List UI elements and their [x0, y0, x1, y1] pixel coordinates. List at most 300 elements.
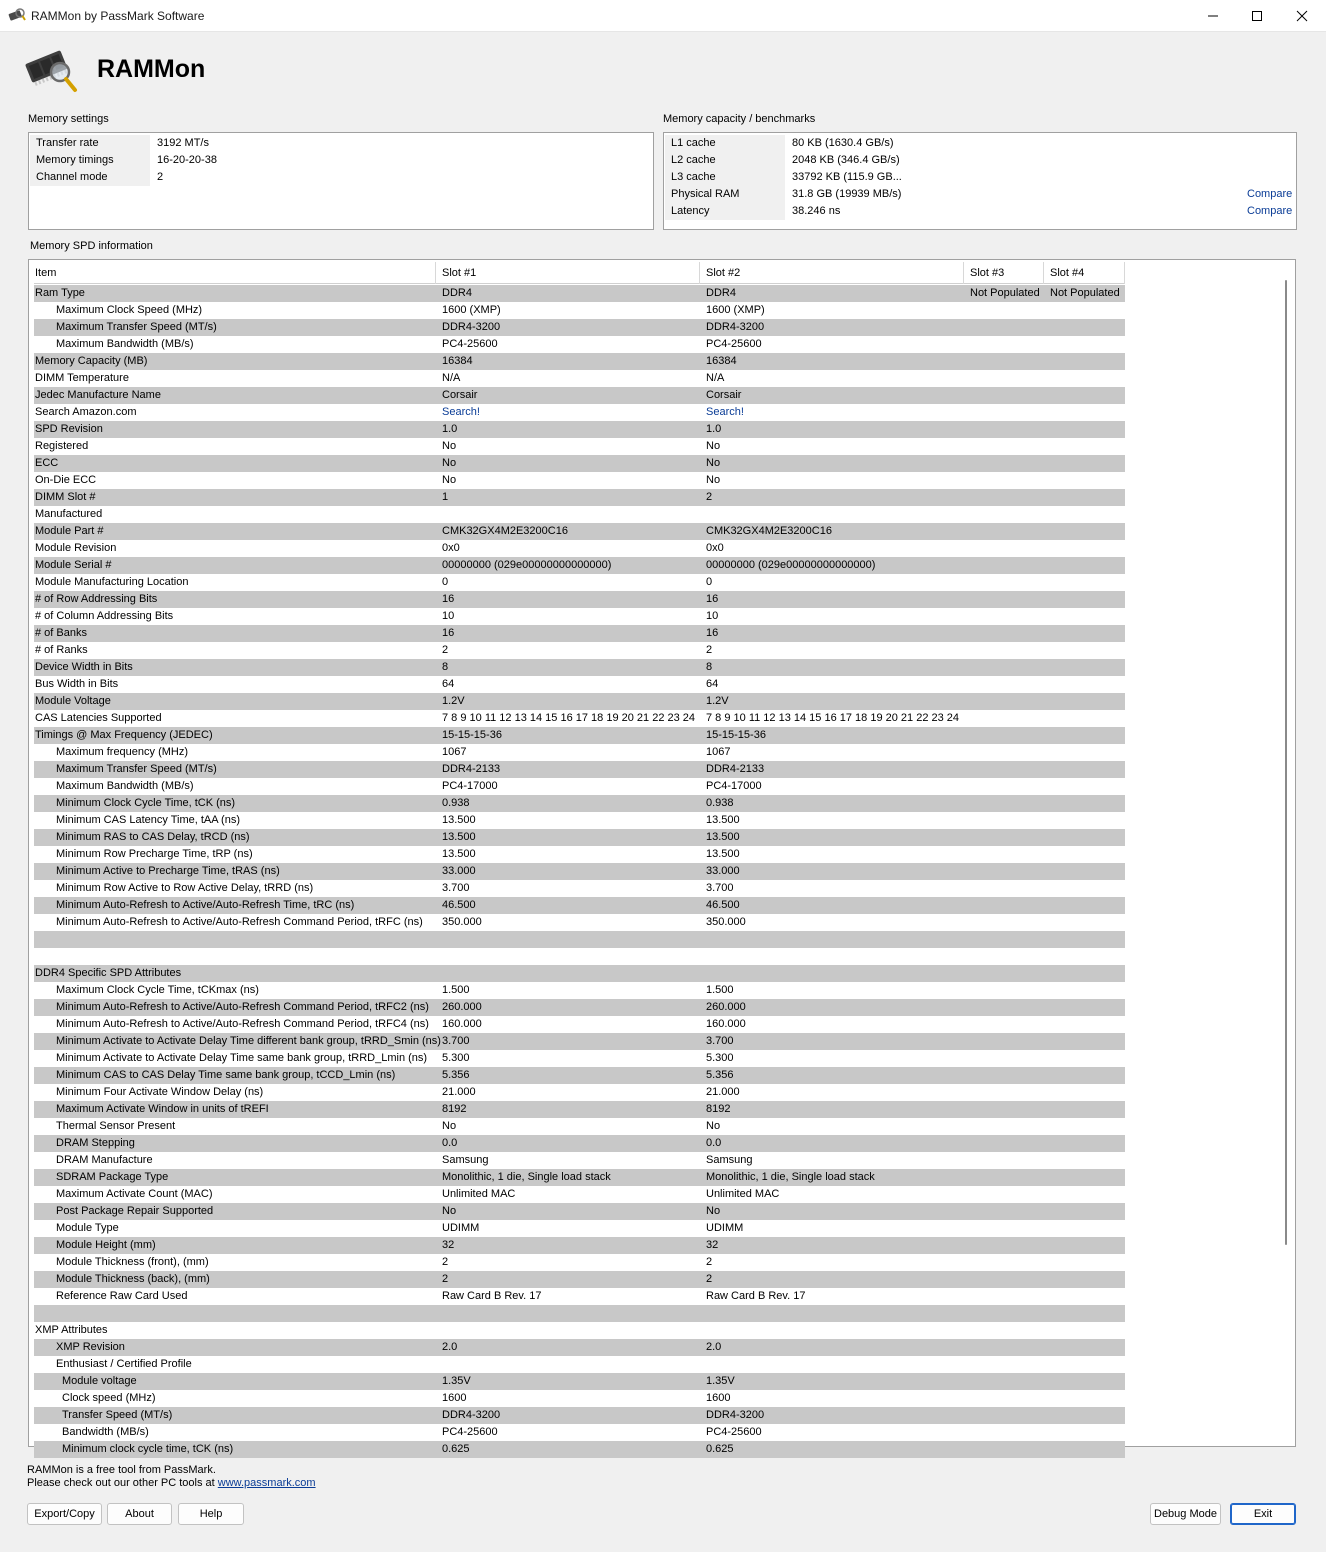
slot1-value: 5.300	[442, 1052, 470, 1064]
row-item-label: Minimum Auto-Refresh to Active/Auto-Refresh Time, tRC (ns)	[56, 899, 355, 911]
row-item-label: Search Amazon.com	[35, 406, 137, 418]
table-row[interactable]	[34, 319, 1125, 336]
slot1-value: 1.500	[442, 984, 470, 996]
slot2-value: 0x0	[706, 542, 724, 554]
compare-latency-link[interactable]: Compare	[1247, 205, 1293, 217]
table-row[interactable]	[34, 812, 1125, 829]
table-row[interactable]	[34, 1033, 1125, 1050]
row-item-label: Enthusiast / Certified Profile	[56, 1358, 192, 1370]
table-row[interactable]	[34, 1067, 1125, 1084]
slot1-value: No	[442, 440, 457, 452]
table-row[interactable]	[34, 1441, 1125, 1458]
app-name: RAMMon	[97, 55, 206, 83]
column-header-item[interactable]: Item	[34, 262, 436, 284]
slot1-value: 1600 (XMP)	[442, 304, 501, 316]
slot1-value: 13.500	[442, 848, 476, 860]
row-item-label: Memory Capacity (MB)	[35, 355, 148, 367]
slot2-value: CMK32GX4M2E3200C16	[706, 525, 832, 537]
setting-value: 3192 MT/s	[157, 137, 209, 149]
slot2-value: DDR4-2133	[706, 763, 765, 775]
slot1-value: 46.500	[442, 899, 476, 911]
slot1-value: 2	[442, 1256, 449, 1268]
table-row[interactable]	[34, 1152, 1125, 1169]
table-row[interactable]	[34, 591, 1125, 608]
slot1-value: 1.35V	[442, 1375, 471, 1387]
table-row[interactable]	[34, 353, 1125, 370]
row-item-label: Timings @ Max Frequency (JEDEC)	[35, 729, 213, 741]
row-item-label: # of Banks	[35, 627, 87, 639]
row-item-label: Registered	[35, 440, 89, 452]
slot1-value: 8	[442, 661, 449, 673]
row-item-label: CAS Latencies Supported	[35, 712, 162, 724]
row-item-label: Ram Type	[35, 287, 85, 299]
slot1-value: Samsung	[442, 1154, 489, 1166]
slot2-value: 5.300	[706, 1052, 734, 1064]
slot2-value: 2	[706, 1256, 713, 1268]
table-row[interactable]	[34, 1186, 1125, 1203]
slot2-value: PC4-25600	[706, 1426, 762, 1438]
row-item-label: Module Serial #	[35, 559, 112, 571]
memory-setting-row	[30, 169, 650, 186]
exit-button[interactable]: Exit	[1230, 1503, 1296, 1525]
setting-key: Memory timings	[30, 152, 150, 169]
slot1-value: 10	[442, 610, 455, 622]
row-item-label: # of Ranks	[35, 644, 88, 656]
slot1-value: 32	[442, 1239, 455, 1251]
slot1-value: 260.000	[442, 1001, 482, 1013]
slot1-value: 15-15-15-36	[442, 729, 502, 741]
row-item-label: DRAM Manufacture	[56, 1154, 153, 1166]
table-row[interactable]	[34, 931, 1125, 948]
slot2-value: 2	[706, 1273, 713, 1285]
row-item-label: Minimum Four Activate Window Delay (ns)	[56, 1086, 264, 1098]
row-item-label: DIMM Temperature	[35, 372, 129, 384]
row-item-label: Manufactured	[35, 508, 103, 520]
row-item-label: Minimum Row Precharge Time, tRP (ns)	[56, 848, 253, 860]
slot2-value: 1.500	[706, 984, 734, 996]
table-row[interactable]	[34, 421, 1125, 438]
capacity-key: Physical RAM	[665, 186, 785, 203]
table-row[interactable]	[34, 1016, 1125, 1033]
scrollbar-thumb[interactable]	[1285, 280, 1287, 1245]
slot2-value: DDR4	[706, 287, 736, 299]
capacity-label: Memory capacity / benchmarks	[663, 113, 816, 125]
slot2-value: 13.500	[706, 831, 740, 843]
capacity-row	[665, 135, 1293, 152]
title-bar	[0, 0, 1326, 32]
slot1-value: 0.0	[442, 1137, 458, 1149]
table-row[interactable]	[34, 506, 1125, 523]
table-row[interactable]	[34, 540, 1125, 557]
table-row[interactable]	[34, 557, 1125, 574]
capacity-row	[665, 169, 1293, 186]
row-item-label: Minimum clock cycle time, tCK (ns)	[62, 1443, 234, 1455]
slot2-value: 21.000	[706, 1086, 740, 1098]
slot1-value: No	[442, 457, 457, 469]
slot2-value: 10	[706, 610, 719, 622]
table-row[interactable]	[34, 370, 1125, 387]
slot1-value: 21.000	[442, 1086, 476, 1098]
row-item-label: Minimum Active to Precharge Time, tRAS (ns)	[56, 865, 280, 877]
setting-key: Channel mode	[30, 169, 150, 186]
slot1-value: 7 8 9 10 11 12 13 14 15 16 17 18 19 20 21 22 23 24	[442, 712, 696, 724]
table-row[interactable]	[34, 897, 1125, 914]
row-item-label: Module Type	[56, 1222, 119, 1234]
slot1-value: PC4-17000	[442, 780, 498, 792]
row-item-label: Module Revision	[35, 542, 117, 554]
slot2-value: 260.000	[706, 1001, 746, 1013]
table-row[interactable]	[34, 1203, 1125, 1220]
slot2-value: 0.0	[706, 1137, 722, 1149]
slot1-value: 0.938	[442, 797, 470, 809]
table-row[interactable]	[34, 829, 1125, 846]
table-row[interactable]	[34, 1322, 1125, 1339]
slot2-value: PC4-17000	[706, 780, 762, 792]
row-item-label: SDRAM Package Type	[56, 1171, 169, 1183]
slot1-value: Raw Card B Rev. 17	[442, 1290, 542, 1302]
slot1-value: No	[442, 1205, 457, 1217]
minimize-icon	[1208, 11, 1218, 21]
slot2-value: DDR4-3200	[706, 1409, 765, 1421]
slot2-value: 1.35V	[706, 1375, 735, 1387]
slot1-value: 1.0	[442, 423, 458, 435]
close-button[interactable]	[1279, 0, 1325, 31]
capacity-row	[665, 203, 1293, 220]
slot1-value: No	[442, 1120, 457, 1132]
slot2-value: 2	[706, 491, 713, 503]
table-row[interactable]	[34, 1169, 1125, 1186]
row-item-label: Module Part #	[35, 525, 104, 537]
table-row[interactable]	[34, 846, 1125, 863]
table-row[interactable]	[34, 1305, 1125, 1322]
slot1-value: No	[442, 474, 457, 486]
table-row[interactable]	[34, 1356, 1125, 1373]
slot1-value: 16	[442, 593, 455, 605]
row-item-label: SPD Revision	[35, 423, 103, 435]
debug-mode-button[interactable]: Debug Mode	[1150, 1503, 1221, 1525]
amazon-search-link[interactable]: Search!	[706, 406, 744, 418]
row-item-label: Maximum Activate Window in units of tREFI	[56, 1103, 269, 1115]
capacity-value: 33792 KB (115.9 GB...	[792, 171, 902, 183]
row-item-label: Bus Width in Bits	[35, 678, 119, 690]
slot2-value: 16384	[706, 355, 737, 367]
slot2-value: 64	[706, 678, 719, 690]
row-item-label: On-Die ECC	[35, 474, 97, 486]
column-header-slot4[interactable]: Slot #4	[1049, 262, 1125, 284]
slot2-value: 13.500	[706, 848, 740, 860]
row-item-label: Module Height (mm)	[56, 1239, 156, 1251]
table-row[interactable]	[34, 1373, 1125, 1390]
setting-value: 2	[157, 171, 164, 183]
slot2-value: 160.000	[706, 1018, 746, 1030]
table-row[interactable]	[34, 948, 1125, 965]
slot2-value: 1600 (XMP)	[706, 304, 765, 316]
window-title: RAMMon by PassMark Software	[31, 9, 205, 23]
row-item-label: Maximum Transfer Speed (MT/s)	[56, 321, 217, 333]
column-header-slot3[interactable]: Slot #3	[969, 262, 1044, 284]
table-row[interactable]	[34, 914, 1125, 931]
row-item-label: Module Voltage	[35, 695, 111, 707]
export-copy-button[interactable]: Export/Copy	[27, 1503, 102, 1525]
table-row[interactable]	[34, 761, 1125, 778]
setting-key: Transfer rate	[30, 135, 150, 152]
row-item-label: Maximum Bandwidth (MB/s)	[56, 338, 194, 350]
row-item-label: DRAM Stepping	[56, 1137, 135, 1149]
slot1-value: PC4-25600	[442, 338, 498, 350]
slot1-value: UDIMM	[442, 1222, 480, 1234]
slot1-value: DDR4-3200	[442, 1409, 501, 1421]
slot2-value: 8	[706, 661, 713, 673]
table-row[interactable]	[34, 489, 1125, 506]
table-row[interactable]	[34, 1118, 1125, 1135]
table-row[interactable]	[34, 455, 1125, 472]
table-row[interactable]	[34, 608, 1125, 625]
footer-line2-text: Please check out our other PC tools at	[27, 1477, 215, 1489]
row-item-label: DDR4 Specific SPD Attributes	[35, 967, 182, 979]
row-item-label: Reference Raw Card Used	[56, 1290, 188, 1302]
slot1-value: 0.625	[442, 1443, 470, 1455]
setting-value: 16-20-20-38	[157, 154, 217, 166]
table-row[interactable]	[34, 982, 1125, 999]
table-row[interactable]	[34, 1424, 1125, 1441]
slot2-value: 15-15-15-36	[706, 729, 766, 741]
spd-label: Memory SPD information	[30, 240, 153, 252]
table-row[interactable]	[34, 642, 1125, 659]
slot1-value: 2	[442, 644, 449, 656]
capacity-key: L1 cache	[665, 135, 785, 152]
capacity-key: L3 cache	[665, 169, 785, 186]
table-row[interactable]	[34, 302, 1125, 319]
slot2-value: UDIMM	[706, 1222, 744, 1234]
row-item-label: Minimum CAS Latency Time, tAA (ns)	[56, 814, 240, 826]
row-item-label: Module voltage	[62, 1375, 137, 1387]
row-item-label: Module Thickness (back), (mm)	[56, 1273, 210, 1285]
slot1-value: 3.700	[442, 882, 470, 894]
table-row[interactable]	[34, 676, 1125, 693]
table-row[interactable]	[34, 523, 1125, 540]
slot3-value: Not Populated	[970, 287, 1040, 299]
row-item-label: ECC	[35, 457, 59, 469]
table-row[interactable]	[34, 880, 1125, 897]
amazon-search-link[interactable]: Search!	[442, 406, 480, 418]
slot1-value: DDR4-2133	[442, 763, 501, 775]
capacity-value: 80 KB (1630.4 GB/s)	[792, 137, 894, 149]
slot1-value: 16	[442, 627, 455, 639]
capacity-row	[665, 186, 1293, 203]
slot2-value: 16	[706, 593, 719, 605]
slot2-value: 1067	[706, 746, 731, 758]
rammon-logo-icon	[22, 40, 82, 96]
slot2-value: 0	[706, 576, 713, 588]
row-item-label: Minimum CAS to CAS Delay Time same bank group, tCCD_Lmin (ns)	[56, 1069, 396, 1081]
table-row[interactable]	[34, 438, 1125, 455]
table-row[interactable]	[34, 693, 1125, 710]
table-row[interactable]	[34, 1407, 1125, 1424]
about-button[interactable]: About	[107, 1503, 172, 1525]
row-item-label: # of Row Addressing Bits	[35, 593, 158, 605]
slot1-value: Corsair	[442, 389, 478, 401]
slot1-value: 13.500	[442, 814, 476, 826]
table-row[interactable]	[34, 744, 1125, 761]
memory-setting-row	[30, 152, 650, 169]
slot2-value: No	[706, 474, 721, 486]
table-row[interactable]	[34, 1084, 1125, 1101]
slot1-value: CMK32GX4M2E3200C16	[442, 525, 568, 537]
row-item-label: Post Package Repair Supported	[56, 1205, 214, 1217]
minimize-button[interactable]	[1190, 0, 1236, 31]
capacity-box	[663, 132, 1297, 230]
slot2-value: No	[706, 1205, 721, 1217]
slot1-value: 160.000	[442, 1018, 482, 1030]
slot2-value: Unlimited MAC	[706, 1188, 780, 1200]
slot2-value: 1.0	[706, 423, 722, 435]
table-row[interactable]	[34, 1135, 1125, 1152]
row-item-label: Minimum RAS to CAS Delay, tRCD (ns)	[56, 831, 250, 843]
slot2-value: Monolithic, 1 die, Single load stack	[706, 1171, 875, 1183]
slot2-value: 2	[706, 644, 713, 656]
passmark-link[interactable]: www.passmark.com	[217, 1477, 316, 1489]
row-item-label: Maximum frequency (MHz)	[56, 746, 189, 758]
slot2-value: 5.356	[706, 1069, 734, 1081]
slot2-value: 13.500	[706, 814, 740, 826]
slot2-value: 33.000	[706, 865, 740, 877]
row-item-label: Minimum Auto-Refresh to Active/Auto-Refresh Command Period, tRFC4 (ns)	[56, 1018, 429, 1030]
row-item-label: Minimum Activate to Activate Delay Time different bank group, tRRD_Smin (ns)	[56, 1035, 441, 1047]
slot2-value: 16	[706, 627, 719, 639]
table-row[interactable]	[34, 795, 1125, 812]
slot2-value: N/A	[706, 372, 725, 384]
table-row[interactable]	[34, 863, 1125, 880]
table-row[interactable]	[34, 1220, 1125, 1237]
column-header-slot2[interactable]: Slot #2	[705, 262, 964, 284]
capacity-key: L2 cache	[665, 152, 785, 169]
slot1-value: DDR4-3200	[442, 321, 501, 333]
slot2-value: Raw Card B Rev. 17	[706, 1290, 806, 1302]
table-row[interactable]	[34, 710, 1125, 727]
capacity-row	[665, 152, 1293, 169]
table-row[interactable]	[34, 285, 1125, 302]
row-item-label: Minimum Clock Cycle Time, tCK (ns)	[56, 797, 236, 809]
row-item-label: Bandwidth (MB/s)	[62, 1426, 149, 1438]
slot1-value: 1067	[442, 746, 467, 758]
row-item-label: Minimum Row Active to Row Active Delay, tRRD (ns)	[56, 882, 314, 894]
table-row[interactable]	[34, 336, 1125, 353]
slot1-value: 350.000	[442, 916, 482, 928]
slot1-value: N/A	[442, 372, 461, 384]
slot2-value: 1.2V	[706, 695, 729, 707]
memory-settings-box	[28, 132, 654, 230]
row-item-label: Clock speed (MHz)	[62, 1392, 156, 1404]
slot1-value: 1600	[442, 1392, 467, 1404]
table-row[interactable]	[34, 472, 1125, 489]
row-item-label: Transfer Speed (MT/s)	[62, 1409, 173, 1421]
slot2-value: 7 8 9 10 11 12 13 14 15 16 17 18 19 20 21 22 23 24	[706, 712, 960, 724]
row-item-label: Maximum Transfer Speed (MT/s)	[56, 763, 217, 775]
row-item-label: # of Column Addressing Bits	[35, 610, 174, 622]
table-row[interactable]	[34, 1254, 1125, 1271]
slot2-value: No	[706, 1120, 721, 1132]
slot2-value: 8192	[706, 1103, 731, 1115]
capacity-value: 2048 KB (346.4 GB/s)	[792, 154, 900, 166]
slot2-value: Corsair	[706, 389, 742, 401]
slot1-value: 0	[442, 576, 449, 588]
slot1-value: 0x0	[442, 542, 460, 554]
slot1-value: 8192	[442, 1103, 467, 1115]
table-row[interactable]	[34, 778, 1125, 795]
slot1-value: 1	[442, 491, 449, 503]
slot1-value: 13.500	[442, 831, 476, 843]
slot1-value: 1.2V	[442, 695, 465, 707]
table-row[interactable]	[34, 1339, 1125, 1356]
table-row[interactable]	[34, 1271, 1125, 1288]
spd-header	[34, 262, 1125, 284]
slot2-value: 0.938	[706, 797, 734, 809]
help-button[interactable]: Help	[178, 1503, 244, 1525]
capacity-value: 31.8 GB (19939 MB/s)	[792, 188, 902, 200]
memory-setting-row	[30, 135, 650, 152]
slot1-value: 00000000 (029e00000000000000)	[442, 559, 612, 571]
slot1-value: 3.700	[442, 1035, 470, 1047]
row-item-label: Maximum Clock Speed (MHz)	[56, 304, 203, 316]
footer-line1: RAMMon is a free tool from PassMark.	[27, 1464, 216, 1476]
slot2-value: 46.500	[706, 899, 740, 911]
row-item-label: XMP Revision	[56, 1341, 125, 1353]
slot2-value: 3.700	[706, 1035, 734, 1047]
table-row[interactable]	[34, 387, 1125, 404]
slot1-value: 2	[442, 1273, 449, 1285]
maximize-button[interactable]	[1234, 0, 1280, 31]
table-row[interactable]	[34, 625, 1125, 642]
table-row[interactable]	[34, 659, 1125, 676]
row-item-label: XMP Attributes	[35, 1324, 108, 1336]
slot2-value: 0.625	[706, 1443, 734, 1455]
slot4-value: Not Populated	[1050, 287, 1120, 299]
slot1-value: 2.0	[442, 1341, 458, 1353]
maximize-icon	[1252, 11, 1262, 21]
memory-settings-label: Memory settings	[28, 113, 109, 125]
table-row[interactable]	[34, 404, 1125, 421]
table-row[interactable]	[34, 1237, 1125, 1254]
row-item-label: Device Width in Bits	[35, 661, 133, 673]
row-item-label: Maximum Clock Cycle Time, tCKmax (ns)	[56, 984, 259, 996]
table-row[interactable]	[34, 1101, 1125, 1118]
table-row[interactable]	[34, 1288, 1125, 1305]
slot2-value: No	[706, 457, 721, 469]
column-header-slot1[interactable]: Slot #1	[441, 262, 700, 284]
row-item-label: Maximum Activate Count (MAC)	[56, 1188, 213, 1200]
row-item-label: Module Manufacturing Location	[35, 576, 189, 588]
row-item-label: Thermal Sensor Present	[56, 1120, 176, 1132]
slot1-value: PC4-25600	[442, 1426, 498, 1438]
table-row[interactable]	[34, 1050, 1125, 1067]
slot1-value: Monolithic, 1 die, Single load stack	[442, 1171, 611, 1183]
table-row[interactable]	[34, 999, 1125, 1016]
table-row[interactable]	[34, 727, 1125, 744]
table-row[interactable]	[34, 574, 1125, 591]
footer-line2	[27, 1477, 316, 1489]
slot2-value: PC4-25600	[706, 338, 762, 350]
row-item-label: DIMM Slot #	[35, 491, 96, 503]
slot2-value: No	[706, 440, 721, 452]
table-row[interactable]	[34, 1390, 1125, 1407]
table-row[interactable]	[34, 965, 1125, 982]
compare-ram-link[interactable]: Compare	[1247, 188, 1293, 200]
slot2-value: 00000000 (029e00000000000000)	[706, 559, 876, 571]
row-item-label: Minimum Auto-Refresh to Active/Auto-Refresh Command Period, tRFC (ns)	[56, 916, 423, 928]
slot1-value: 5.356	[442, 1069, 470, 1081]
slot1-value: 16384	[442, 355, 473, 367]
row-item-label: Jedec Manufacture Name	[35, 389, 161, 401]
